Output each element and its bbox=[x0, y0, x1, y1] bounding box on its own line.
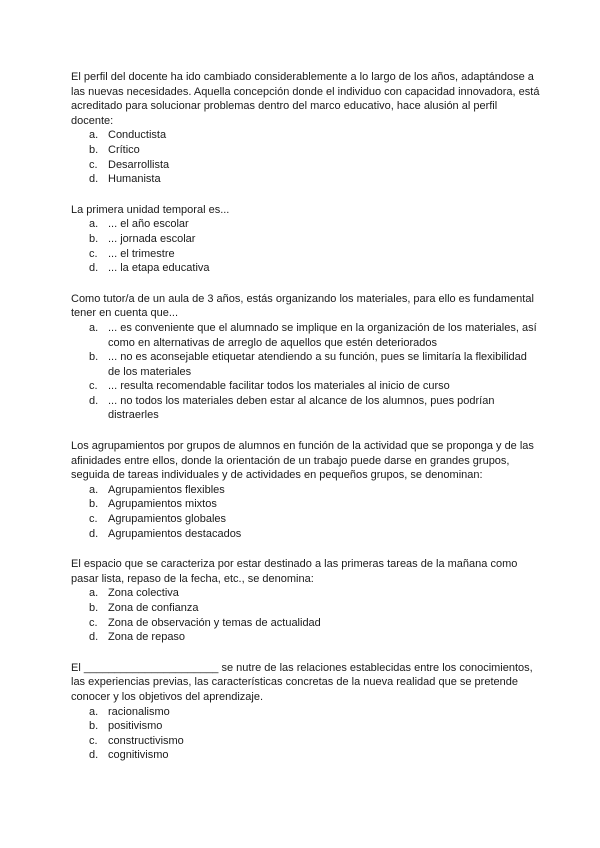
option-d bbox=[89, 261, 541, 276]
option-text: Desarrollista bbox=[108, 158, 170, 171]
option-text: Conductista bbox=[108, 129, 167, 142]
option-text: Agrupamientos destacados bbox=[108, 527, 242, 540]
option-c bbox=[89, 616, 541, 631]
option-letter: a. bbox=[89, 129, 99, 142]
option-letter: c. bbox=[89, 380, 98, 393]
option-letter: a. bbox=[89, 705, 99, 718]
option-text: Agrupamientos globales bbox=[108, 513, 227, 526]
option-text: ... no es aconsejable etiquetar atendiendo a su función, pues se limitaría la flexibilidad de los materiales bbox=[108, 351, 527, 378]
option-letter: c. bbox=[89, 513, 98, 526]
question-1 bbox=[71, 70, 541, 187]
option-letter: b. bbox=[89, 602, 99, 614]
option-text: Zona colectiva bbox=[108, 587, 179, 600]
option-letter: c. bbox=[89, 734, 98, 747]
option-letter: d. bbox=[89, 173, 99, 186]
option-a bbox=[89, 128, 541, 143]
option-text: Crítico bbox=[108, 143, 140, 156]
option-a bbox=[89, 705, 541, 720]
question-stem: Como tutor/a de un aula de 3 años, estás organizando los materiales, para ello es fundamental tener en cuenta que... bbox=[71, 292, 534, 320]
option-letter: c. bbox=[89, 616, 98, 629]
option-text: ... resulta recomendable facilitar todos los materiales al inicio de curso bbox=[108, 380, 450, 393]
option-letter: b. bbox=[89, 143, 99, 156]
option-d bbox=[89, 394, 541, 423]
options-list bbox=[71, 128, 541, 186]
option-letter: d. bbox=[89, 749, 99, 762]
option-text: Zona de repaso bbox=[108, 631, 186, 644]
option-letter: d. bbox=[89, 527, 99, 540]
option-text: ... la etapa educativa bbox=[108, 262, 210, 275]
option-b bbox=[89, 232, 541, 247]
question-6 bbox=[71, 661, 541, 763]
option-letter: b. bbox=[89, 351, 99, 364]
option-c bbox=[89, 734, 541, 749]
option-text: ... no todos los materiales deben estar al alcance de los alumnos, pues podrían distraerles bbox=[108, 394, 495, 422]
option-c bbox=[89, 158, 541, 173]
option-b bbox=[89, 497, 541, 512]
option-d bbox=[89, 630, 541, 645]
option-text: Humanista bbox=[108, 173, 161, 186]
option-letter: d. bbox=[89, 631, 99, 644]
option-d bbox=[89, 748, 541, 763]
option-text: ... es conveniente que el alumnado se implique en la organización de los materiales, así como en alternativas de arreglo de aquellos que estén deteriorados bbox=[108, 321, 537, 349]
option-text: Zona de observación y temas de actualidad bbox=[108, 616, 321, 629]
option-letter: a. bbox=[89, 483, 99, 496]
option-a bbox=[89, 483, 541, 498]
option-b bbox=[89, 143, 541, 158]
option-text: constructivismo bbox=[108, 734, 184, 747]
option-letter: b. bbox=[89, 232, 99, 245]
options-list bbox=[71, 483, 541, 541]
option-letter: a. bbox=[89, 321, 99, 334]
option-letter: b. bbox=[89, 720, 99, 733]
option-letter: c. bbox=[89, 247, 98, 260]
option-letter: b. bbox=[89, 498, 99, 511]
option-text: ... el año escolar bbox=[108, 218, 189, 231]
option-letter: a. bbox=[89, 218, 99, 231]
option-c bbox=[89, 379, 541, 394]
question-5 bbox=[71, 557, 541, 645]
question-3 bbox=[71, 292, 541, 423]
option-text: ... el trimestre bbox=[108, 247, 175, 260]
question-stem: El espacio que se caracteriza por estar destinado a las primeras tareas de la mañana como pasar lista, repaso de la fecha, etc., se denomina: bbox=[71, 558, 518, 585]
question-stem: El ______________________ se nutre de las relaciones establecidas entre los conocimientos, las experiencias previas, las características concretas de la nueva realidad que se pretende conocer y los objetivos del aprendizaje. bbox=[71, 661, 533, 703]
option-letter: d. bbox=[89, 262, 99, 275]
option-text: racionalismo bbox=[108, 705, 170, 718]
option-text: Zona de confianza bbox=[108, 602, 199, 614]
options-list bbox=[71, 321, 541, 423]
option-c bbox=[89, 247, 541, 262]
question-4 bbox=[71, 439, 541, 541]
options-list bbox=[71, 705, 541, 763]
option-a bbox=[89, 217, 541, 232]
question-2 bbox=[71, 203, 541, 276]
option-b bbox=[89, 350, 541, 379]
option-d bbox=[89, 172, 541, 187]
option-letter: d. bbox=[89, 394, 99, 407]
options-list bbox=[71, 586, 541, 644]
question-stem: Los agrupamientos por grupos de alumnos en función de la actividad que se proponga y de las afinidades entre ellos, donde la orientación de un trabajo puede darse en grandes grupos, seguida de tareas individuales y de actividades en pequeños grupos, se denominan: bbox=[71, 440, 534, 482]
option-text: ... jornada escolar bbox=[108, 232, 196, 245]
question-stem: La primera unidad temporal es... bbox=[71, 203, 230, 216]
question-stem: El perfil del docente ha ido cambiado considerablemente a lo largo de los años, adaptándose a las nuevas necesidades. Aquella concepción donde el individuo con capacidad innovadora, está acreditado para solucionar problemas dentro del marco educativo, hace alusión al perfil docente: bbox=[71, 71, 540, 127]
option-b bbox=[89, 719, 541, 734]
option-text: cognitivismo bbox=[108, 749, 169, 762]
option-a bbox=[89, 586, 541, 601]
document-page bbox=[71, 70, 541, 779]
option-letter: a. bbox=[89, 587, 99, 600]
option-b bbox=[89, 601, 541, 616]
option-d bbox=[89, 527, 541, 542]
option-letter: c. bbox=[89, 158, 98, 171]
option-text: Agrupamientos flexibles bbox=[108, 483, 225, 496]
option-text: Agrupamientos mixtos bbox=[108, 498, 217, 511]
options-list bbox=[71, 217, 541, 275]
option-c bbox=[89, 512, 541, 527]
option-text: positivismo bbox=[108, 720, 163, 733]
option-a bbox=[89, 321, 541, 350]
